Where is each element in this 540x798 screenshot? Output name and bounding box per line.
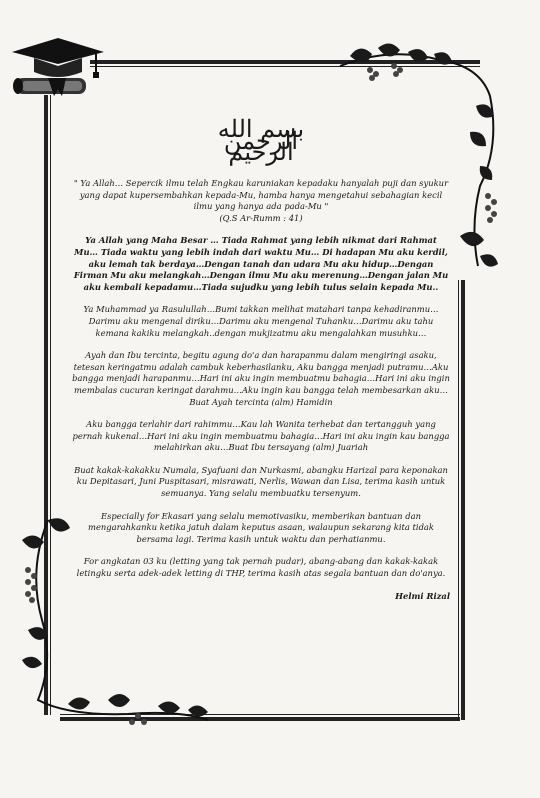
quote-text: " Ya Allah… Sepercik ilmu telah Engkau karuniakan kepadaku hanyalah puji dan syukur yang dapat kupersembahkan kepada-Mu, hamba hanya mengetahui sebahagian kecil ilmu yang hanya ada pada-Mu " bbox=[73, 178, 449, 212]
paragraph-ibu: Aku bangga terlahir dari rahimmu…Kau lah Wanita terhebat dan tertangguh yang pernah kukenal…Hari ini aku ingin membuatmu bahagia…Hari ini aku ingin kau bangga melahirkan aku…Buat Ibu tersayang (alm) Juariah bbox=[72, 419, 450, 453]
opening-quote bbox=[72, 178, 450, 224]
paragraph-rasulullah: Ya Muhammad ya Rasulullah…Bumi takkan melihat matahari tanpa kehadiranmu…Darimu aku mengenal diriku…Darimu aku mengenal Tuhanku…Darimu aku tahu kemana kakiku melangkah..dengan mukjizatmu aku mengalahkan musuhku… bbox=[83, 304, 439, 338]
frame-right-line-thin bbox=[458, 280, 459, 720]
graduation-cap-icon bbox=[8, 32, 108, 104]
paragraph-ekasari: Especially for Ekasari yang selalu memotivasiku, memberikan bantuan dan mengarahkanku ketika jatuh dalam keputus asaan, walaupun sekarang kita tidak bersama lagi. Terima kasih untuk waktu dan perhatianmu. bbox=[88, 510, 434, 544]
signature: Helmi Rizal bbox=[395, 590, 450, 601]
diploma-scroll-icon bbox=[13, 78, 86, 96]
dedication-content bbox=[72, 115, 450, 602]
paragraph-ayah: Ayah dan Ibu tercinta, begitu agung do'a dan harapanmu dalam mengiringi asaku, tetesan keringatmu adalah cambuk keberhasilanku, Aku bangga menjadi putramu…Aku bangga menjadi harapanmu…Hari ini aku ingin membuatmu bahagia…Hari ini aku ingin membalas cucuran keringat darahmu…Aku ingin kau bangga telah membesarkan aku…Buat Ayah tercinta (alm) Hamidin bbox=[72, 350, 450, 407]
bismillah-calligraphy: بسم الله الرحمن الرحيم bbox=[217, 115, 305, 167]
frame-right-line bbox=[461, 280, 465, 720]
paragraph-angkatan: For angkatan 03 ku (letting yang tak pernah pudar), abang-abang dan kakak-kakak letingku serta adek-adek letting di THP, terima kasih atas segala bantuan dan do'anya. bbox=[76, 556, 446, 579]
paragraph-allah: Ya Allah yang Maha Besar … Tiada Rahmat yang lebih nikmat dari Rahmat Mu… Tiada waktu yang lebih indah dari waktu Mu… Di hadapan Mu aku kerdil, aku lemah tak berdaya…Dengan tanah dan udara Mu aku hidup…Dengan Firman Mu aku melangkah…Dengan ilmu Mu aku merenung…Dengan jalan Mu aku kembali kepadamu…Tiada sujudku yang lebih tulus selain kepada Mu.. bbox=[73, 235, 449, 292]
paragraph-family: Buat kakak-kakakku Numala, Syafuani dan Nurkasmi, abangku Harizal para keponakan ku Depitasari, Juni Puspitasari, misrawati, Nerlis, Wawan dan Lisa, terima kasih untuk semuanya. Yang selalu membuatku tersenyum. bbox=[74, 464, 448, 499]
quote-reference: (Q.S Ar-Rumm : 41) bbox=[219, 212, 303, 223]
